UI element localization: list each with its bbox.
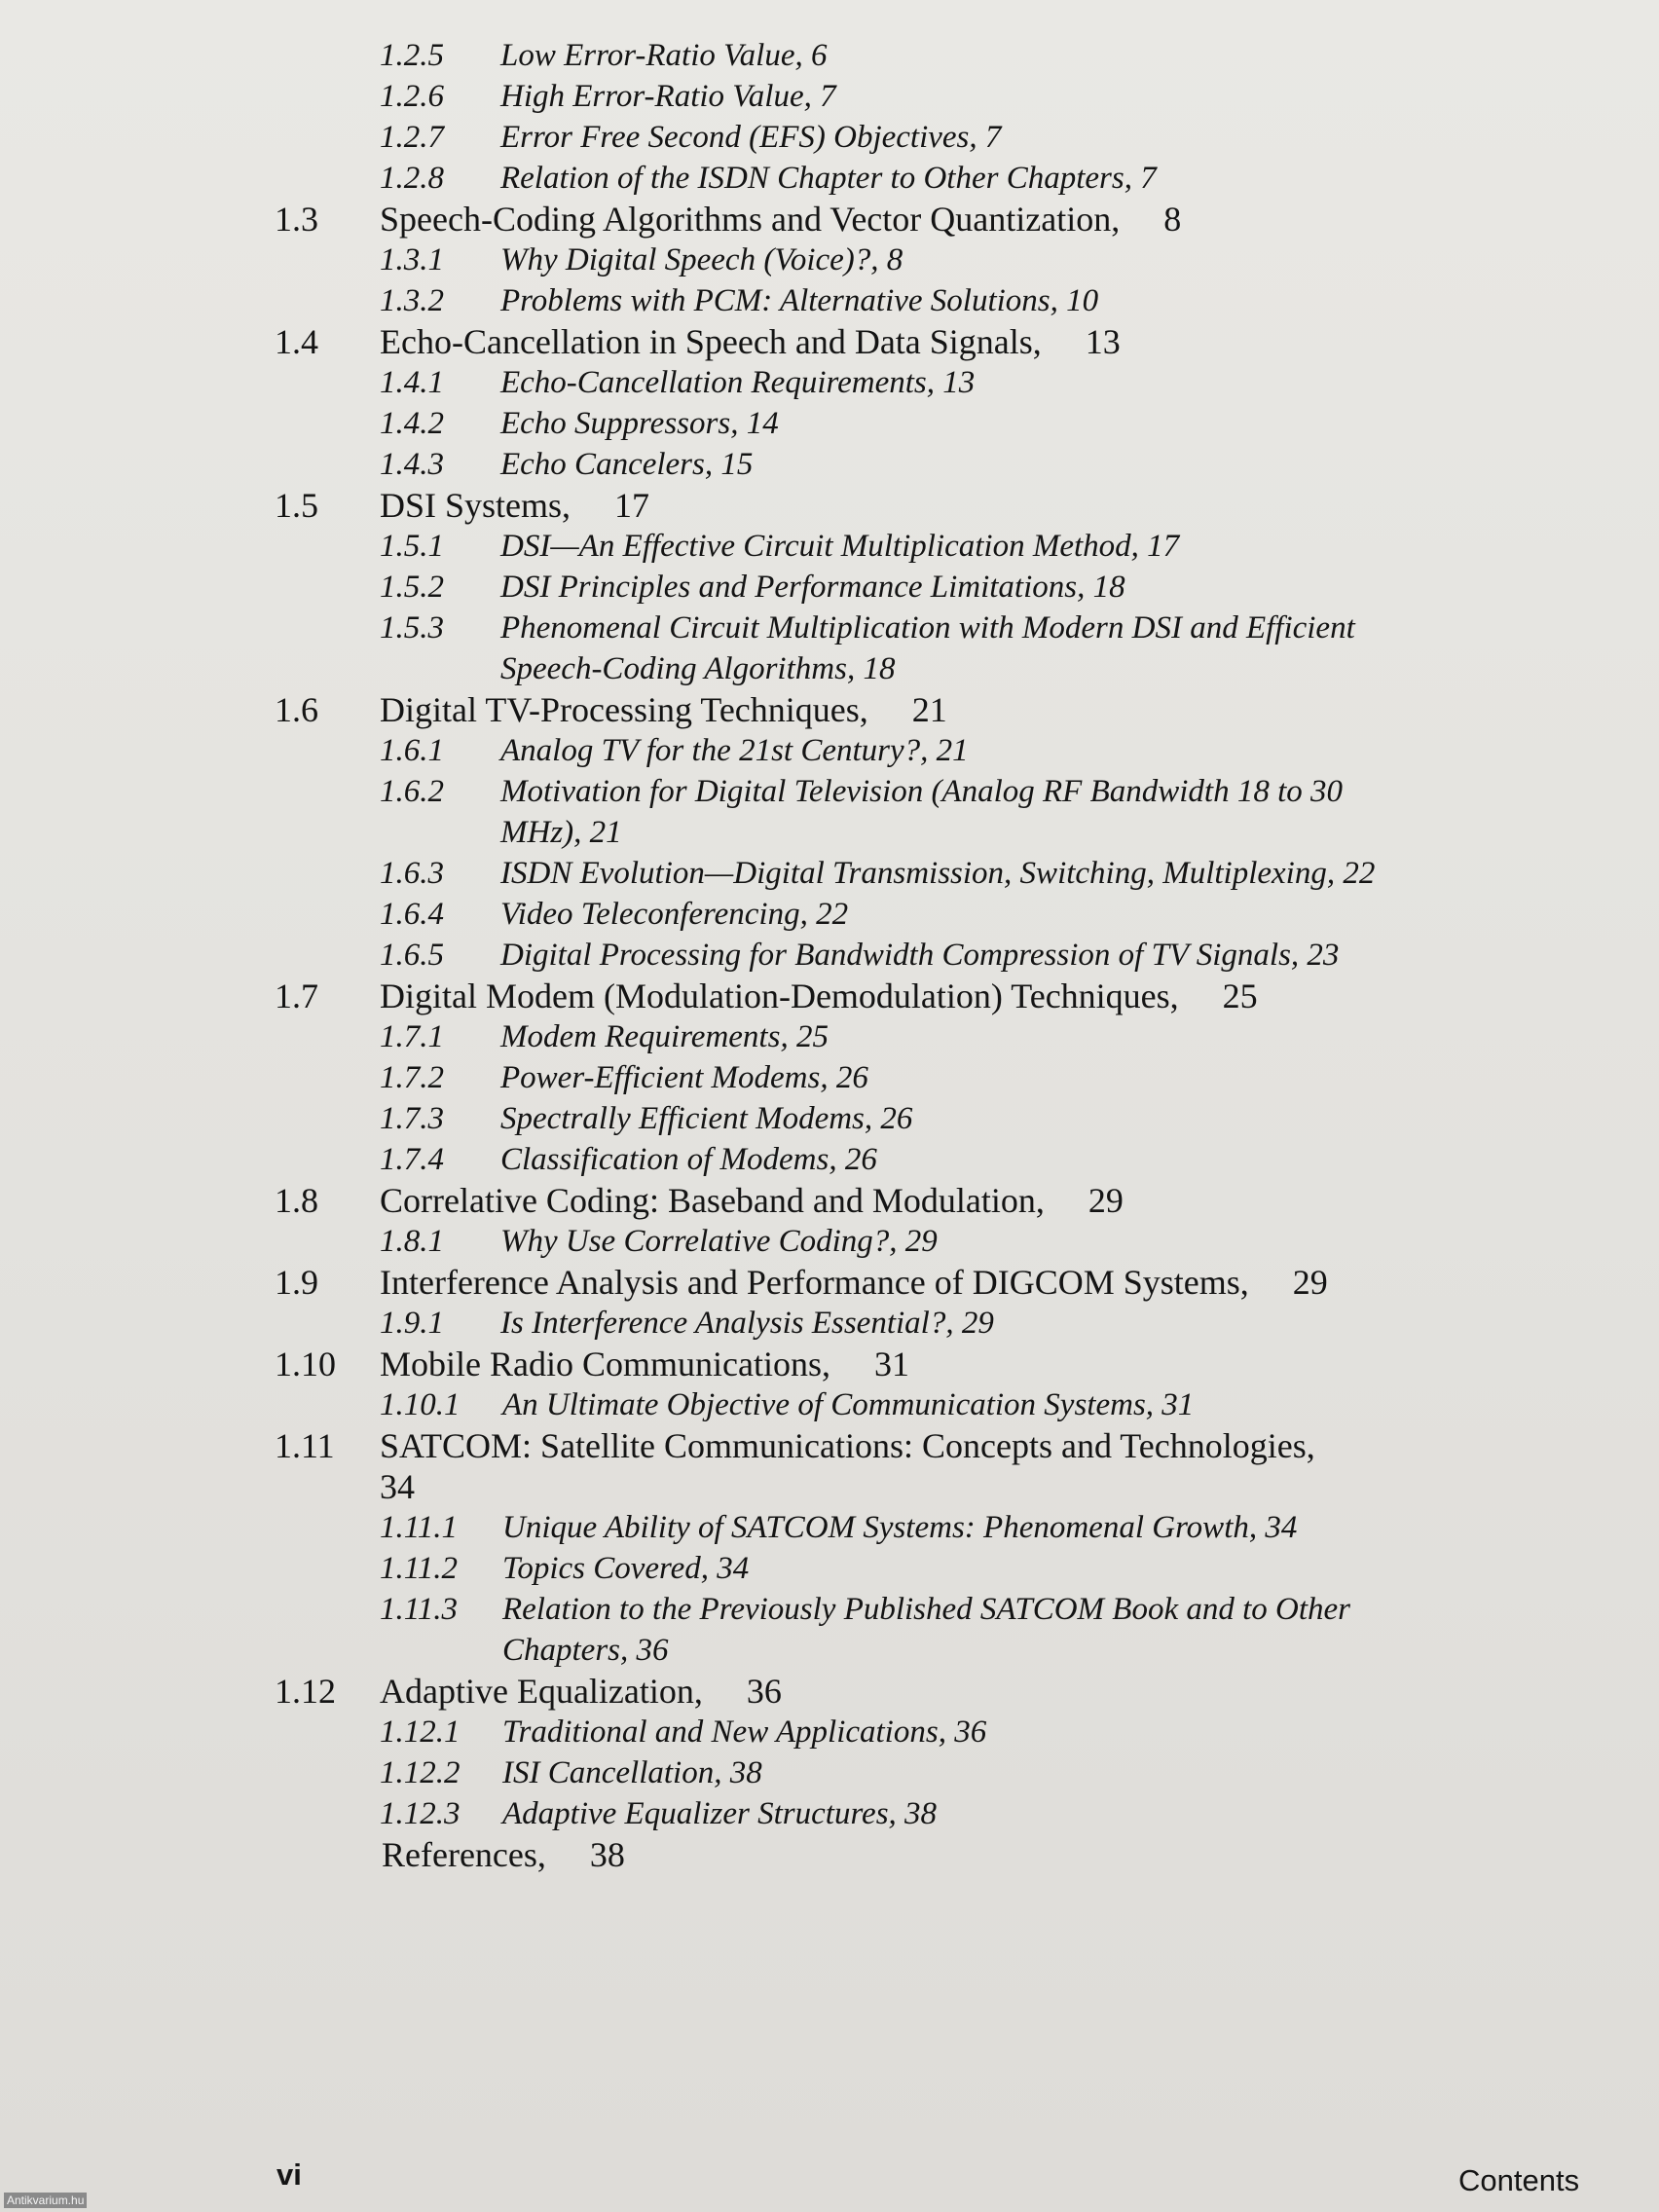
- toc-entry-title: Phenomenal Circuit Multiplication with Modern DSI and Efficient Speech-Coding Algorithms, 18: [500, 610, 1355, 686]
- toc-subsection: [0, 1752, 1659, 1793]
- toc-entry-number: 1.4.3: [380, 447, 444, 482]
- toc-subsection: [0, 240, 1659, 280]
- toc-entry-title: ISI Cancellation, 38: [502, 1755, 762, 1790]
- toc-entry-number: 1.6.5: [380, 938, 444, 973]
- toc-entry-number: 1.12.3: [380, 1796, 461, 1831]
- toc-entry-title: Why Use Correlative Coding?, 29: [500, 1224, 938, 1259]
- toc-entry-number: 1.7.2: [380, 1060, 444, 1095]
- toc-entry-number: 1.4: [275, 322, 318, 361]
- toc-entry-number: 1.2.7: [380, 120, 444, 155]
- toc-entry-title: Mobile Radio Communications, 31: [380, 1345, 909, 1383]
- toc-entry-number: 1.8: [275, 1181, 318, 1220]
- toc-references: References, 38: [382, 1835, 625, 1874]
- toc-entry-number: 1.5.1: [380, 529, 444, 564]
- toc-subsection: [0, 403, 1659, 444]
- table-of-contents: [0, 35, 1659, 1875]
- toc-entry-number: 1.4.2: [380, 406, 444, 441]
- toc-entry-title: Why Digital Speech (Voice)?, 8: [500, 242, 903, 277]
- toc-section: [0, 976, 1659, 1016]
- toc-entry-title: Error Free Second (EFS) Objectives, 7: [500, 120, 1002, 155]
- toc-subsection: [0, 935, 1659, 976]
- toc-subsection: [0, 444, 1659, 485]
- toc-entry-title: DSI—An Effective Circuit Multiplication Method, 17: [500, 529, 1180, 564]
- toc-subsection: [0, 158, 1659, 199]
- toc-entry-title: Adaptive Equalization, 36: [380, 1672, 782, 1711]
- toc-entry-title: Analog TV for the 21st Century?, 21: [500, 733, 969, 768]
- toc-entry-title: Video Teleconferencing, 22: [500, 897, 849, 932]
- toc-subsection: [0, 362, 1659, 403]
- toc-entry-number: 1.7.3: [380, 1101, 444, 1136]
- toc-entry-number: 1.7: [275, 977, 318, 1015]
- toc-entry-number: 1.6.3: [380, 856, 444, 891]
- toc-entry-number: 1.11.1: [380, 1510, 459, 1545]
- toc-entry-title: Interference Analysis and Performance of DIGCOM Systems, 29: [380, 1263, 1328, 1302]
- toc-entry-number: 1.12.2: [380, 1755, 461, 1790]
- toc-entry-number: 1.11: [275, 1426, 335, 1465]
- toc-entry-title: Relation to the Previously Published SATCOM Book and to Other Chapters, 36: [502, 1592, 1351, 1668]
- toc-entry-title: Digital Modem (Modulation-Demodulation) Techniques, 25: [380, 977, 1258, 1015]
- toc-section: [0, 321, 1659, 362]
- toc-entry-number: 1.6.2: [380, 774, 444, 809]
- toc-subsection: [0, 853, 1659, 894]
- toc-subsection: [0, 526, 1659, 567]
- toc-entry-title: Topics Covered, 34: [502, 1551, 750, 1586]
- toc-section: [0, 1671, 1659, 1712]
- toc-subsection: [0, 1303, 1659, 1344]
- toc-subsection: [0, 1221, 1659, 1262]
- toc-entry-title: Speech-Coding Algorithms and Vector Quantization, 8: [380, 200, 1182, 239]
- toc-subsection: [0, 1139, 1659, 1180]
- toc-section: [0, 1425, 1659, 1507]
- toc-entry-title: Low Error-Ratio Value, 6: [500, 38, 828, 73]
- toc-subsection: [0, 1507, 1659, 1548]
- toc-section: [0, 1180, 1659, 1221]
- toc-subsection: [0, 567, 1659, 608]
- toc-section: [0, 1344, 1659, 1384]
- toc-entry-title: Echo-Cancellation in Speech and Data Signals, 13: [380, 322, 1121, 361]
- toc-section: [0, 485, 1659, 526]
- toc-entry-number: 1.9: [275, 1263, 318, 1302]
- toc-subsection: [0, 1384, 1659, 1425]
- toc-entry-title: Digital Processing for Bandwidth Compression of TV Signals, 23: [500, 938, 1340, 973]
- toc-entry-number: 1.9.1: [380, 1306, 444, 1341]
- toc-subsection: [0, 1712, 1659, 1752]
- toc-section: [0, 199, 1659, 240]
- toc-subsection: [0, 35, 1659, 76]
- toc-entry-number: 1.11.3: [380, 1592, 459, 1627]
- toc-entry-title: Echo Suppressors, 14: [500, 406, 779, 441]
- toc-entry-title: Power-Efficient Modems, 26: [500, 1060, 868, 1095]
- toc-subsection: [0, 730, 1659, 771]
- toc-subsection: [0, 1548, 1659, 1589]
- toc-entry-number: 1.3.2: [380, 283, 444, 318]
- toc-subsection: [0, 894, 1659, 935]
- page-number: vi: [276, 2157, 302, 2192]
- toc-subsection: [0, 1098, 1659, 1139]
- toc-entry-title: ISDN Evolution—Digital Transmission, Switching, Multiplexing, 22: [500, 856, 1376, 891]
- toc-entry-title: Modem Requirements, 25: [500, 1019, 829, 1054]
- toc-subsection: [0, 771, 1659, 853]
- toc-entry-title: Problems with PCM: Alternative Solutions, 10: [500, 283, 1099, 318]
- running-head: Contents: [1458, 2163, 1580, 2197]
- toc-entry-title: An Ultimate Objective of Communication Systems, 31: [502, 1387, 1195, 1422]
- toc-entry-title: Spectrally Efficient Modems, 26: [500, 1101, 913, 1136]
- toc-section: [0, 689, 1659, 730]
- toc-entry-number: 1.6.1: [380, 733, 444, 768]
- toc-section: [0, 1262, 1659, 1303]
- toc-entry-number: 1.6: [275, 690, 318, 729]
- toc-entry-title: DSI Principles and Performance Limitations, 18: [500, 570, 1125, 605]
- toc-entry-number: 1.3.1: [380, 242, 444, 277]
- toc-entry-title: Motivation for Digital Television (Analog RF Bandwidth 18 to 30 MHz), 21: [500, 774, 1343, 850]
- toc-entry-number: 1.7.4: [380, 1142, 444, 1177]
- toc-entry-title: Correlative Coding: Baseband and Modulation, 29: [380, 1181, 1124, 1220]
- toc-subsection: [0, 1793, 1659, 1834]
- watermark: Antikvarium.hu: [4, 2193, 87, 2208]
- toc-entry-title: Echo Cancelers, 15: [500, 447, 754, 482]
- toc-entry-number: 1.12.1: [380, 1714, 461, 1750]
- toc-entry-number: 1.12: [275, 1672, 336, 1711]
- toc-subsection: [0, 1057, 1659, 1098]
- toc-entry-title: Is Interference Analysis Essential?, 29: [500, 1306, 994, 1341]
- toc-entry-title: Echo-Cancellation Requirements, 13: [500, 365, 976, 400]
- toc-subsection: [0, 76, 1659, 117]
- toc-entry-title: SATCOM: Satellite Communications: Concepts and Technologies, 34: [380, 1426, 1350, 1506]
- toc-entry-number: 1.5.3: [380, 610, 444, 645]
- toc-entry-number: 1.6.4: [380, 897, 444, 932]
- toc-entry-title: Relation of the ISDN Chapter to Other Chapters, 7: [500, 161, 1157, 196]
- toc-entry-number: 1.2.8: [380, 161, 444, 196]
- toc-entry-title: Unique Ability of SATCOM Systems: Phenomenal Growth, 34: [502, 1510, 1298, 1545]
- toc-subsection: [0, 117, 1659, 158]
- toc-entry-title: High Error-Ratio Value, 7: [500, 79, 836, 114]
- toc-entry-number: 1.2.5: [380, 38, 444, 73]
- toc-subsection: [0, 1016, 1659, 1057]
- toc-entry-number: 1.8.1: [380, 1224, 444, 1259]
- toc-entry-number: 1.5.2: [380, 570, 444, 605]
- toc-entry-number: 1.7.1: [380, 1019, 444, 1054]
- toc-entry-number: 1.3: [275, 200, 318, 239]
- toc-entry-number: 1.5: [275, 486, 318, 525]
- toc-subsection: [0, 1589, 1659, 1671]
- toc-entry-number: 1.2.6: [380, 79, 444, 114]
- toc-entry-title: Traditional and New Applications, 36: [502, 1714, 987, 1750]
- toc-entry-number: 1.4.1: [380, 365, 444, 400]
- toc-entry-title: DSI Systems, 17: [380, 486, 650, 525]
- toc-entry-number: 1.10.1: [380, 1387, 461, 1422]
- toc-entry-number: 1.11.2: [380, 1551, 459, 1586]
- toc-entry-title: Adaptive Equalizer Structures, 38: [502, 1796, 938, 1831]
- toc-entry-number: 1.10: [275, 1345, 336, 1383]
- toc-entry-title: Classification of Modems, 26: [500, 1142, 877, 1177]
- toc-entry-title: Digital TV-Processing Techniques, 21: [380, 690, 947, 729]
- toc-subsection: [0, 280, 1659, 321]
- toc-subsection: [0, 608, 1659, 689]
